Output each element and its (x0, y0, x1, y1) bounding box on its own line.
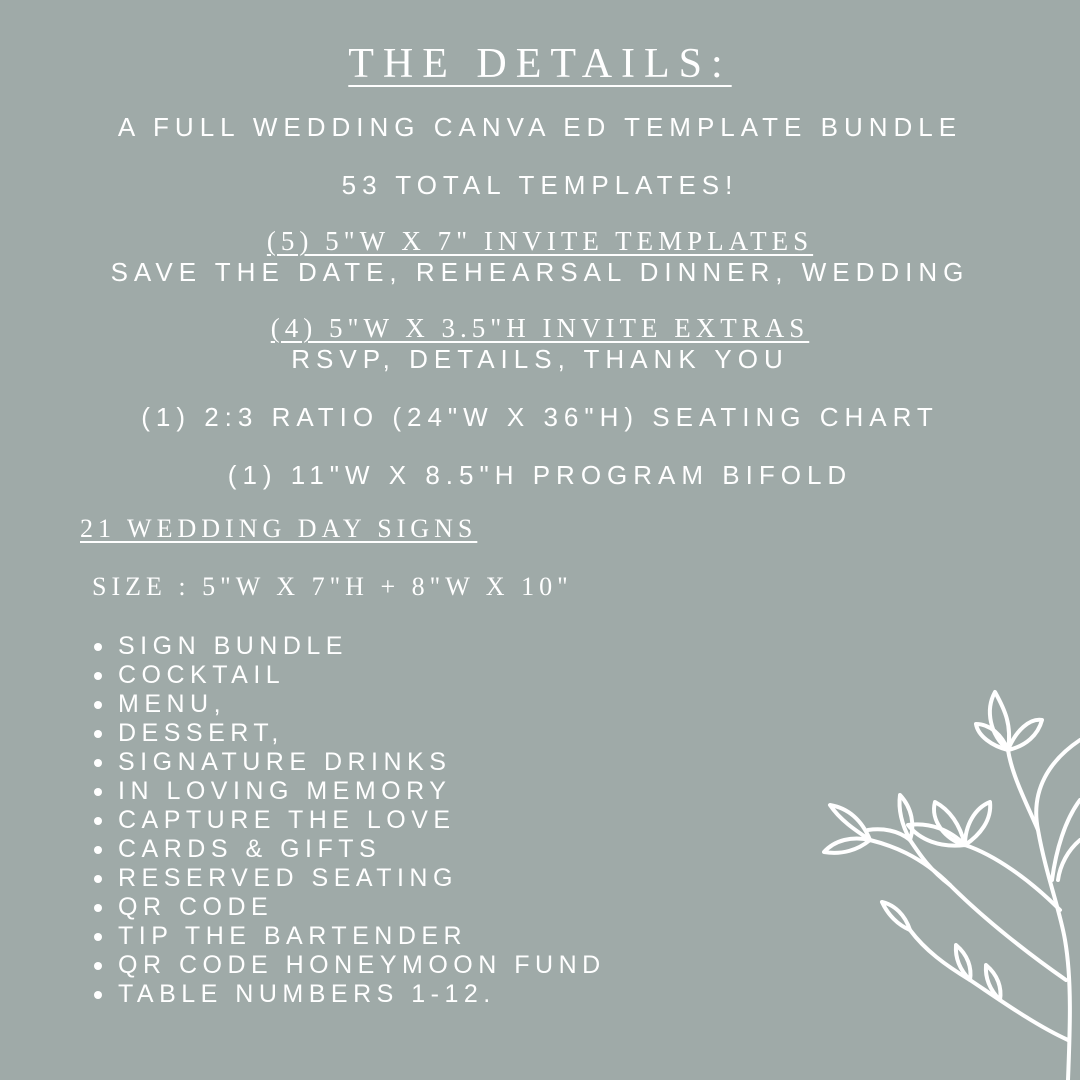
invite-extras-heading: (4) 5"W X 3.5"H INVITE EXTRAS (270, 313, 810, 343)
list-item: TIP THE BARTENDER (94, 922, 606, 951)
bullet-icon (94, 817, 102, 825)
signs-size: SIZE : 5"W X 7"H + 8"W X 10" (92, 572, 573, 601)
bullet-icon (94, 672, 102, 680)
bullet-icon (94, 962, 102, 970)
bullet-icon (94, 846, 102, 854)
bundle-subtitle: A FULL WEDDING CANVA ED TEMPLATE BUNDLE (117, 112, 963, 142)
bullet-icon (94, 904, 102, 912)
list-item: RESERVED SEATING (94, 864, 606, 893)
total-templates: 53 TOTAL TEMPLATES! (341, 170, 739, 200)
bullet-icon (94, 643, 102, 651)
bullet-icon (94, 788, 102, 796)
bullet-icon (94, 991, 102, 999)
list-item: CAPTURE THE LOVE (94, 806, 606, 835)
list-item: QR CODE HONEYMOON FUND (94, 951, 606, 980)
seating-chart-line: (1) 2:3 RATIO (24"W X 36"H) SEATING CHART (141, 402, 939, 432)
list-item: CARDS & GIFTS (94, 835, 606, 864)
list-item: MENU, (94, 690, 606, 719)
floral-line-art-icon (780, 680, 1080, 1080)
signs-list (94, 632, 606, 1009)
list-item: DESSERT, (94, 719, 606, 748)
bullet-icon (94, 730, 102, 738)
program-line: (1) 11"W X 8.5"H PROGRAM BIFOLD (227, 460, 853, 490)
list-item: QR CODE (94, 893, 606, 922)
invite-templates-items: SAVE THE DATE, REHEARSAL DINNER, WEDDING (110, 257, 970, 287)
list-item: SIGN BUNDLE (94, 632, 606, 661)
list-item: SIGNATURE DRINKS (94, 748, 606, 777)
invite-templates-heading: (5) 5"W X 7" INVITE TEMPLATES (266, 226, 814, 256)
invite-extras-items: RSVP, DETAILS, THANK YOU (291, 344, 789, 374)
list-item: TABLE NUMBERS 1-12. (94, 980, 606, 1009)
bullet-icon (94, 875, 102, 883)
page-title: THE DETAILS: (348, 41, 732, 87)
bullet-icon (94, 701, 102, 709)
bullet-icon (94, 759, 102, 767)
list-item: IN LOVING MEMORY (94, 777, 606, 806)
bullet-icon (94, 933, 102, 941)
list-item: COCKTAIL (94, 661, 606, 690)
signs-heading: 21 WEDDING DAY SIGNS (80, 514, 478, 543)
